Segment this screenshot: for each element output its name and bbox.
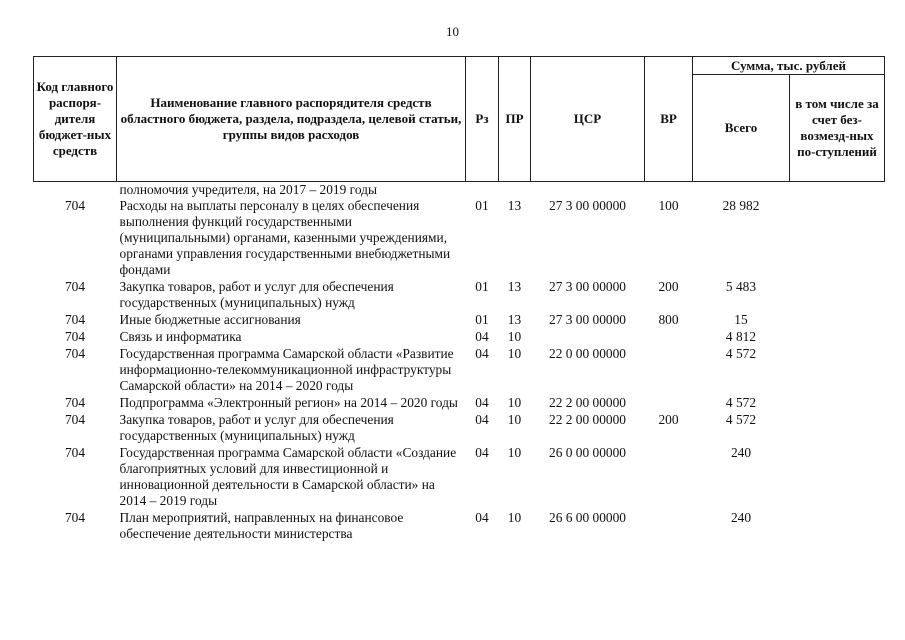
header-free: в том числе за счет без-возмезд-ных по-ступлений	[790, 75, 885, 182]
row-code: 704	[64, 312, 86, 327]
header-vr: ВР	[645, 57, 693, 182]
row-name: Расходы на выплаты персоналу в целях обеспечения выполнения функций государственными (муниципальными) органами, казенными учреждениями, органами управления государственными внебюджетными фондами	[119, 198, 451, 277]
row-code: 704	[64, 346, 86, 361]
row-name: Государственная программа Самарской области «Развитие информационно-телекоммуникационной инфраструктуры Самарской области» на 2014 – 2020 годы	[119, 346, 454, 393]
row-name: Закупка товаров, работ и услуг для обеспечения государственных (муниципальных) нужд	[119, 279, 394, 310]
row-name: Подпрограмма «Электронный регион» на 2014 – 2020 годы	[119, 395, 458, 410]
table-row	[34, 279, 885, 312]
budget-table	[33, 56, 885, 543]
row-csr: 27 3 00 00000	[549, 279, 626, 294]
row-vr	[645, 329, 693, 346]
row-rz: 01	[475, 198, 489, 213]
row-free	[790, 329, 885, 346]
row-pr: 10	[507, 445, 522, 460]
row-rz: 01	[475, 279, 489, 294]
row-pr: 10	[507, 412, 522, 427]
row-total: 15	[734, 312, 748, 327]
header-rz: Рз	[466, 57, 499, 182]
row-name: Государственная программа Самарской области «Создание благоприятных условий для инвестиционной и инновационной деятельности в Самарской области» на 2014 – 2019 годы	[119, 445, 457, 508]
row-csr: 26 6 00 00000	[549, 510, 626, 525]
row-csr: 22 0 00 00000	[549, 346, 626, 361]
row-code: 704	[64, 329, 86, 344]
row-vr	[645, 346, 693, 395]
header-name: Наименование главного распорядителя средств областного бюджета, раздела, подраздела, целевой статьи, группы видов расходов	[117, 57, 466, 182]
row-pr: 10	[507, 329, 522, 344]
row-free	[790, 279, 885, 312]
row-pr: 10	[507, 346, 522, 361]
row-free	[790, 412, 885, 445]
row-rz: 04	[475, 395, 489, 410]
row-csr: 26 0 00 00000	[549, 445, 626, 460]
row-total: 4 572	[725, 395, 757, 410]
row-total: 240	[730, 510, 752, 525]
row-rz: 04	[475, 346, 489, 361]
row-vr: 100	[658, 198, 679, 213]
row-vr	[645, 445, 693, 510]
row-rz: 04	[475, 445, 489, 460]
table-row	[34, 312, 885, 329]
continuation-row	[34, 182, 885, 199]
row-free	[790, 346, 885, 395]
row-csr: 27 3 00 00000	[549, 312, 626, 327]
row-code: 704	[64, 412, 86, 427]
row-total: 4 572	[725, 346, 757, 361]
header-sum: Сумма, тыс. рублей	[693, 57, 885, 75]
row-rz: 04	[475, 510, 489, 525]
table-row	[34, 510, 885, 543]
row-code: 704	[64, 395, 86, 410]
row-rz: 04	[475, 329, 489, 344]
row-total: 28 982	[722, 198, 760, 213]
table-row	[34, 346, 885, 395]
row-pr: 13	[507, 279, 522, 294]
row-name: Связь и информатика	[119, 329, 242, 344]
table-body	[34, 182, 885, 544]
row-total: 5 483	[725, 279, 757, 294]
row-free	[790, 510, 885, 543]
table-row	[34, 329, 885, 346]
row-code: 704	[64, 445, 86, 460]
row-vr: 200	[658, 412, 679, 427]
row-code: 704	[64, 279, 86, 294]
table-row	[34, 445, 885, 510]
row-vr	[645, 510, 693, 543]
row-csr: 22 2 00 00000	[549, 395, 626, 410]
row-csr	[531, 329, 645, 346]
table-row	[34, 395, 885, 412]
header-code: Код главного распоря-дителя бюджет-ных средств	[34, 57, 117, 182]
row-pr: 13	[507, 198, 522, 213]
row-total: 4 572	[725, 412, 757, 427]
row-code: 704	[64, 198, 86, 213]
row-pr: 10	[507, 510, 522, 525]
row-rz: 04	[475, 412, 489, 427]
row-name: Закупка товаров, работ и услуг для обеспечения государственных (муниципальных) нужд	[119, 412, 394, 443]
row-name: План мероприятий, направленных на финансовое обеспечение деятельности министерства	[119, 510, 404, 541]
row-vr: 800	[658, 312, 679, 327]
row-rz: 01	[475, 312, 489, 327]
row-vr	[645, 395, 693, 412]
row-vr: 200	[658, 279, 679, 294]
row-free	[790, 395, 885, 412]
row-free	[790, 312, 885, 329]
row-code: 704	[64, 510, 86, 525]
row-name: Иные бюджетные ассигнования	[119, 312, 301, 327]
table-header	[34, 57, 885, 182]
header-total: Всего	[693, 75, 790, 182]
row-csr: 27 3 00 00000	[549, 198, 626, 213]
continuation-text: полномочия учредителя, на 2017 – 2019 годы	[119, 182, 377, 197]
table-row	[34, 412, 885, 445]
row-pr: 13	[507, 312, 522, 327]
row-pr: 10	[507, 395, 522, 410]
row-total: 4 812	[725, 329, 757, 344]
header-pr: ПР	[499, 57, 531, 182]
row-total: 240	[730, 445, 752, 460]
row-csr: 22 2 00 00000	[549, 412, 626, 427]
table-row	[34, 198, 885, 279]
header-csr: ЦСР	[531, 57, 645, 182]
page-number: 10	[446, 24, 459, 39]
row-free	[790, 445, 885, 510]
row-free	[790, 198, 885, 279]
